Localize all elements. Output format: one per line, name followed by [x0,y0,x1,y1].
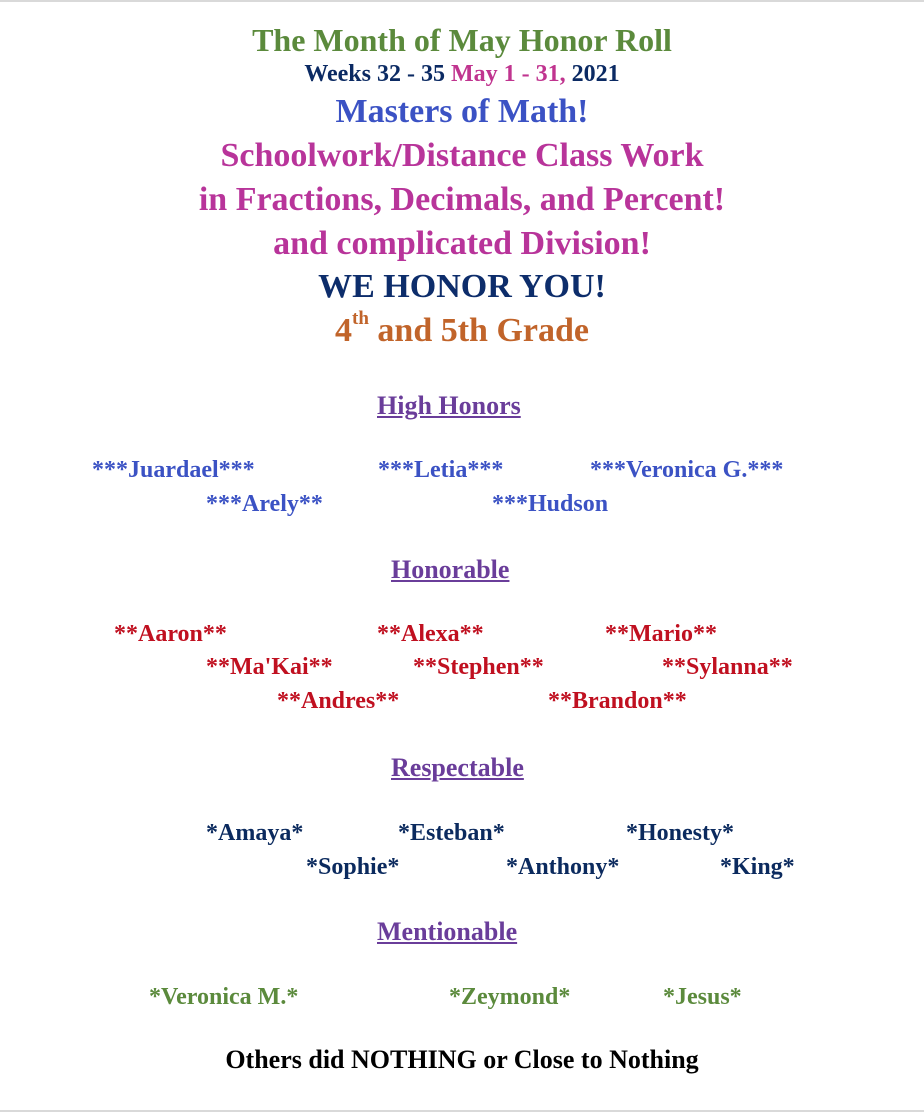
honorable-name: **Stephen** [413,654,544,680]
honorable-name: **Brandon** [548,688,687,714]
mentionable-name: *Zeymond* [449,984,571,1010]
honorable-heading: Honorable [391,555,510,584]
high-honors-heading: High Honors [377,391,521,420]
page-title: The Month of May Honor Roll [252,22,672,58]
we-honor-you-heading: WE HONOR YOU! [318,268,606,305]
grade-heading [0,308,924,350]
high-honors-name: ***Letia*** [378,457,504,483]
respectable-name: *Amaya* [206,820,304,846]
high-honors-name: ***Hudson [492,491,609,517]
subtitle-line-2: in Fractions, Decimals, and Percent! [198,181,726,218]
bottom-border [0,1110,924,1112]
high-honors-name: ***Juardael*** [92,457,255,483]
mentionable-name: *Veronica M.* [149,984,299,1010]
grade-superscript: th [352,308,369,329]
mentionable-name: *Jesus* [663,984,742,1010]
high-honors-name: ***Arely** [206,491,323,517]
respectable-name: *Honesty* [626,820,734,846]
weeks-range: Weeks 32 - 35 [304,61,445,87]
honorable-name: **Sylanna** [662,654,793,680]
respectable-name: *Esteban* [398,820,505,846]
honorable-name: **Alexa** [377,621,484,647]
date-line [0,61,924,88]
masters-of-math-heading: Masters of Math! [335,93,589,130]
honorable-name: **Aaron** [114,621,227,647]
honorable-name: **Ma'Kai** [206,654,333,680]
respectable-name: *Sophie* [306,854,400,880]
subtitle-line-1: Schoolwork/Distance Class Work [220,137,704,174]
honorable-name: **Mario** [605,621,717,647]
respectable-name: *King* [720,854,795,880]
year: 2021 [571,61,620,87]
mentionable-heading: Mentionable [377,917,518,946]
honorable-name: **Andres** [277,688,400,714]
high-honors-name: ***Veronica G.*** [590,457,784,483]
respectable-name: *Anthony* [506,854,620,880]
respectable-heading: Respectable [391,753,524,782]
grade-number: 4 [335,312,352,349]
grade-rest: and 5th Grade [368,312,589,349]
top-border [0,0,924,2]
date-range: May 1 - 31, [451,61,566,87]
subtitle-line-3: and complicated Division! [273,225,651,262]
footer-note: Others did NOTHING or Close to Nothing [225,1045,699,1074]
